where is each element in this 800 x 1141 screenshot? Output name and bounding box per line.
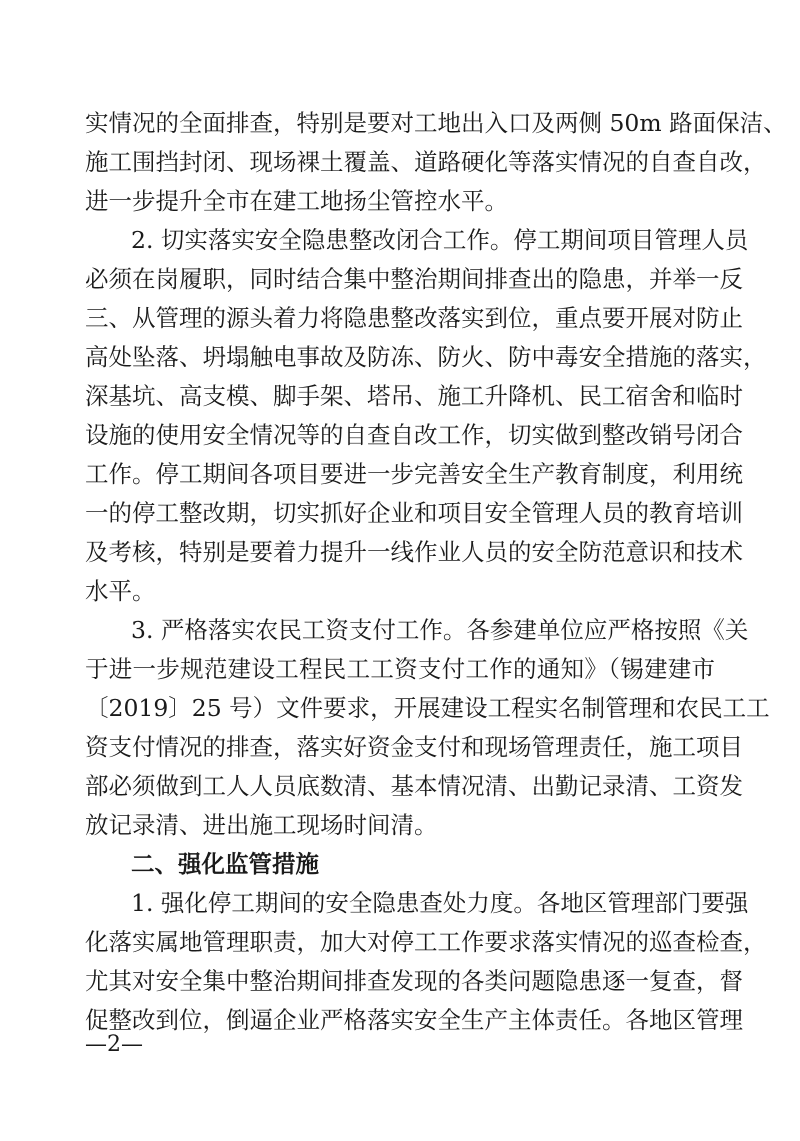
section-heading: 二、强化监管措施: [131, 850, 319, 878]
text-line: 部必须做到工人人员底数清、基本情况清、出勤记录清、工资发: [85, 772, 743, 800]
text-line: 三、从管理的源头着力将隐患整改落实到位，重点要开展对防止: [85, 304, 743, 332]
text-line: 必须在岗履职，同时结合集中整治期间排查出的隐患，并举一反: [85, 265, 743, 293]
text-line: 资支付情况的排查，落实好资金支付和现场管理责任，施工项目: [85, 733, 743, 761]
text-line: 实情况的全面排查，特别是要对工地出入口及两侧 50m 路面保洁、: [85, 109, 787, 137]
page-number: —2—: [85, 1032, 143, 1057]
text-line: 工作。停工期间各项目要进一步完善安全生产教育制度，利用统: [85, 460, 743, 488]
text-line: 高处坠落、坍塌触电事故及防冻、防火、防中毒安全措施的落实，: [85, 343, 767, 371]
text-line: 及考核，特别是要着力提升一线作业人员的安全防范意识和技术: [85, 538, 743, 566]
paragraph-start-line: 1. 强化停工期间的安全隐患查处力度。各地区管理部门要强: [131, 889, 749, 917]
text-line: 一的停工整改期，切实抓好企业和项目安全管理人员的教育培训: [85, 499, 743, 527]
paragraph-start-line: 3. 严格落实农民工资支付工作。各参建单位应严格按照《关: [131, 616, 749, 644]
text-line: 放记录清、进出施工现场时间清。: [85, 811, 438, 839]
text-line: 化落实属地管理职责，加大对停工工作要求落实情况的巡查检查，: [85, 928, 767, 956]
text-line: 设施的使用安全情况等的自查自改工作，切实做到整改销号闭合: [85, 421, 743, 449]
text-line: 进一步提升全市在建工地扬尘管控水平。: [85, 187, 508, 215]
paragraph-start-line: 2. 切实落实安全隐患整改闭合工作。停工期间项目管理人员: [131, 226, 749, 254]
text-line: 〔2019〕25 号）文件要求，开展建设工程实名制管理和农民工工: [85, 694, 770, 722]
text-line: 施工围挡封闭、现场裸土覆盖、道路硬化等落实情况的自查自改，: [85, 148, 767, 176]
text-line: 于进一步规范建设工程民工工资支付工作的通知》（锡建建市: [85, 655, 715, 683]
text-line: 尤其对安全集中整治期间排查发现的各类问题隐患逐一复查，督: [85, 967, 743, 995]
text-line: 深基坑、高支模、脚手架、塔吊、施工升降机、民工宿舍和临时: [85, 382, 743, 410]
text-line: 水平。: [85, 577, 156, 605]
text-line: 促整改到位，倒逼企业严格落实安全生产主体责任。各地区管理: [85, 1006, 743, 1034]
